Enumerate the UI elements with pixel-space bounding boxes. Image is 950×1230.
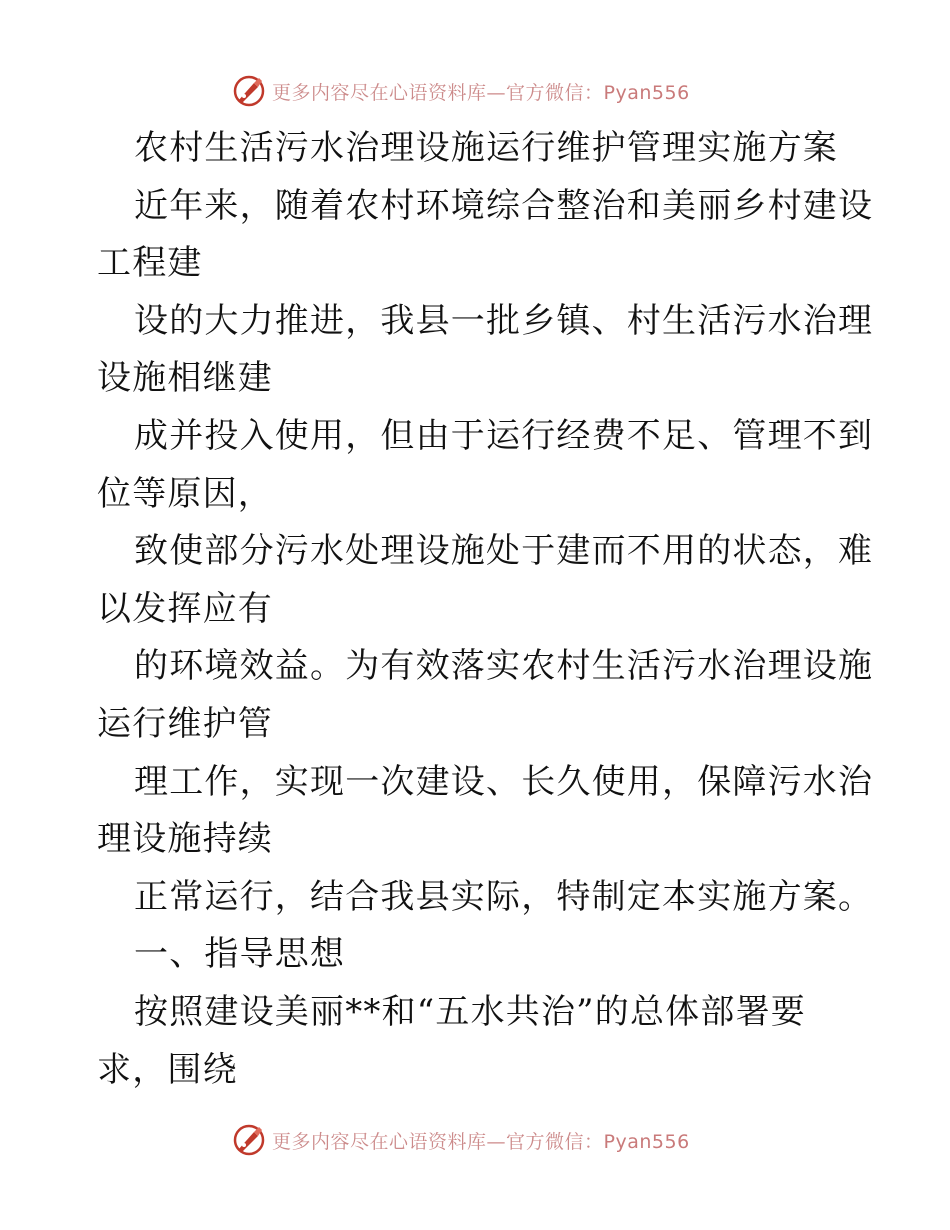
paragraph-line: 求，围绕 xyxy=(97,1049,238,1090)
paragraph-line: 成并投入使用，但由于运行经费不足、管理不到 xyxy=(134,415,874,456)
paragraph-line: 理工作，实现一次建设、长久使用，保障污水治 xyxy=(134,761,874,802)
paragraph-line: 按照建设美丽**和“五水共治”的总体部署要 xyxy=(134,991,806,1032)
footer-banner xyxy=(232,1121,712,1159)
paragraph-line: 近年来，随着农村环境综合整治和美丽乡村建设 xyxy=(134,185,874,226)
paragraph-line: 理设施持续 xyxy=(97,819,273,860)
paragraph-line: 以发挥应有 xyxy=(97,588,273,629)
paragraph-line: 位等原因， xyxy=(97,473,273,514)
banner-text: 更多内容尽在心语资料库—官方微信：Pyan556 xyxy=(272,1130,690,1153)
document-body xyxy=(97,120,874,1099)
paragraph-line: 致使部分污水处理设施处于建而不用的状态，难 xyxy=(134,531,874,572)
wechat-id: Pyan556 xyxy=(603,81,690,104)
paragraph-line: 工程建 xyxy=(97,243,203,284)
paragraph-line: 设的大力推进，我县一批乡镇、村生活污水治理 xyxy=(134,300,874,341)
paragraph-line: 正常运行，结合我县实际，特制定本实施方案。 xyxy=(134,876,874,917)
pen-logo-icon xyxy=(232,74,266,108)
section-heading: 一、指导思想 xyxy=(134,934,346,975)
header-banner xyxy=(232,72,712,110)
pen-logo-icon xyxy=(232,1123,266,1157)
paragraph-line: 的环境效益。为有效落实农村生活污水治理设施 xyxy=(134,646,874,687)
paragraph-line: 运行维护管 xyxy=(97,703,273,744)
document-title: 农村生活污水治理设施运行维护管理实施方案 xyxy=(134,128,838,168)
paragraph-line: 设施相继建 xyxy=(97,358,273,399)
banner-text: 更多内容尽在心语资料库—官方微信：Pyan556 xyxy=(272,81,690,104)
wechat-id: Pyan556 xyxy=(603,1130,690,1153)
